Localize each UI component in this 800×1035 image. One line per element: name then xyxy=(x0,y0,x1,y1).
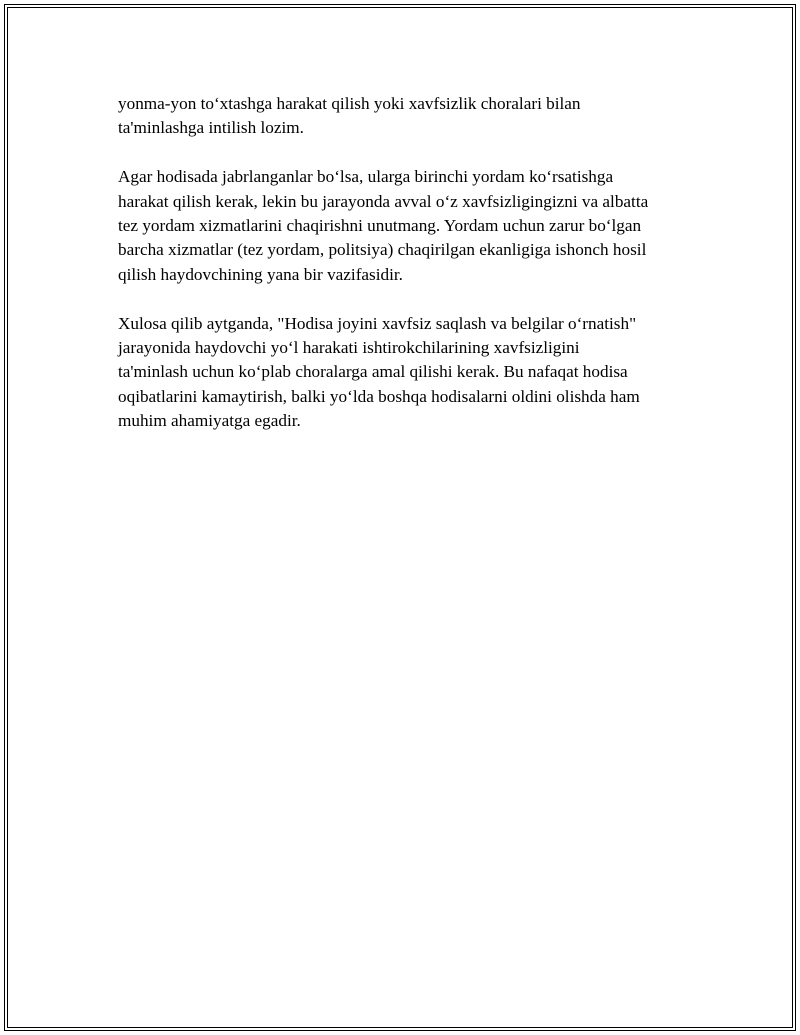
paragraph-3 xyxy=(118,312,698,434)
text-line: ta'minlashga intilish lozim. xyxy=(118,118,304,138)
document-body xyxy=(118,92,698,458)
text-line: qilish haydovchining yana bir vazifasidir. xyxy=(118,264,403,284)
text-line: tez yordam xizmatlarini chaqirishni unutmang. Yordam uchun zarur bo‘lgan xyxy=(118,216,642,236)
text-line: muhim ahamiyatga egadir. xyxy=(118,411,301,431)
text-line: harakat qilish kerak, lekin bu jarayonda avval o‘z xavfsizligingizni va albatta xyxy=(118,191,649,211)
text-line: Agar hodisada jabrlanganlar bo‘lsa, ularga birinchi yordam ko‘rsatishga xyxy=(118,167,614,187)
text-line: Xulosa qilib aytganda, "Hodisa joyini xavfsiz saqlash va belgilar o‘rnatish" xyxy=(118,313,637,333)
paragraph-1 xyxy=(118,92,698,141)
text-line: jarayonida haydovchi yo‘l harakati ishtirokchilarining xavfsizligini xyxy=(118,338,580,358)
text-line: oqibatlarini kamaytirish, balki yo‘lda boshqa hodisalarni oldini olishda ham xyxy=(118,386,640,406)
text-line: yonma-yon to‘xtashga harakat qilish yoki xavfsizlik choralari bilan xyxy=(118,94,581,113)
text-line: barcha xizmatlar (tez yordam, politsiya) chaqirilgan ekanligiga ishonch hosil xyxy=(118,240,647,260)
paragraph-2 xyxy=(118,165,698,287)
text-line: ta'minlash uchun ko‘plab choralarga amal qilishi kerak. Bu nafaqat hodisa xyxy=(118,362,628,382)
